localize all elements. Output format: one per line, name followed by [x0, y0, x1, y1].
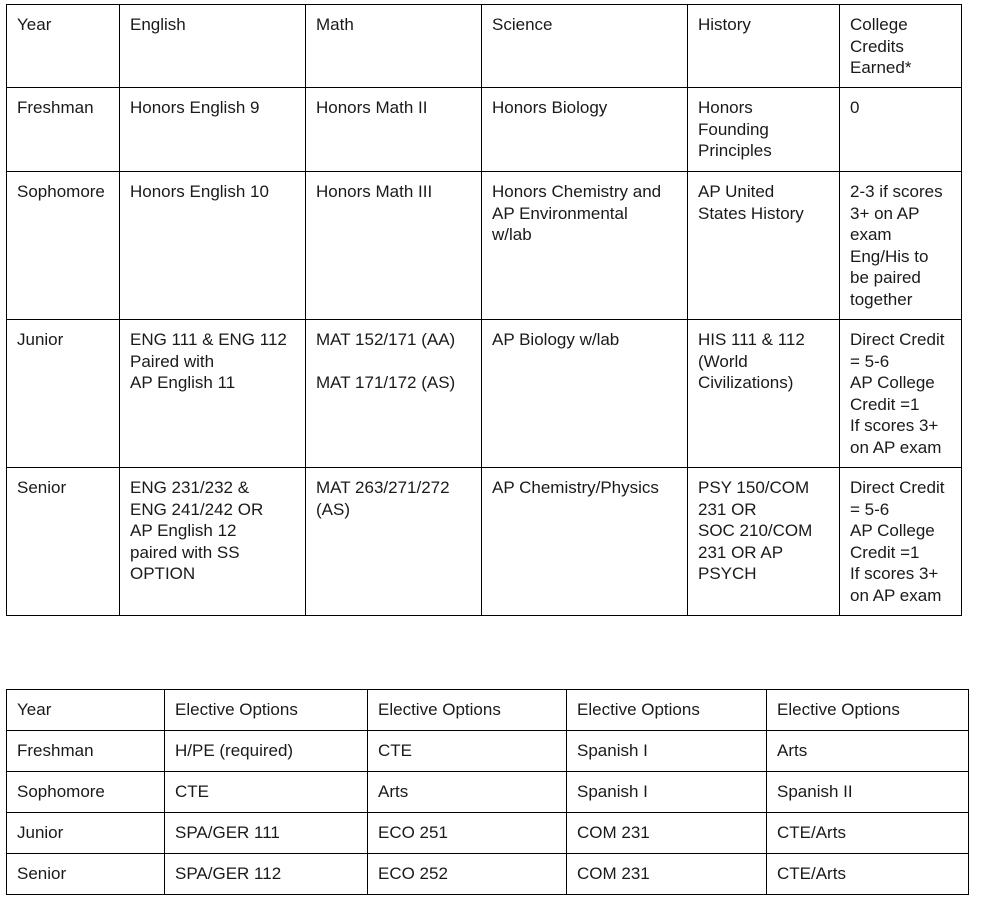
table-row [7, 854, 969, 895]
header-cell: College Credits Earned* [840, 5, 962, 88]
courses-table [6, 4, 962, 616]
header-row [7, 690, 969, 731]
table-cell: 0 [840, 88, 962, 172]
table-cell: Honors Math II [306, 88, 482, 172]
header-cell: Elective Options [165, 690, 368, 731]
table-row [7, 813, 969, 854]
table-cell: Honors English 9 [120, 88, 306, 172]
table-cell: CTE [368, 731, 567, 772]
table-cell: ENG 111 & ENG 112 Paired with AP English 11 [120, 320, 306, 468]
table-cell: Sophomore [7, 772, 165, 813]
table-cell: AP Biology w/lab [482, 320, 688, 468]
table-cell: MAT 263/271/272 (AS) [306, 468, 482, 616]
table-cell: SPA/GER 111 [165, 813, 368, 854]
header-cell: Elective Options [368, 690, 567, 731]
table-cell: Honors Founding Principles [688, 88, 840, 172]
table-cell: Spanish I [567, 731, 767, 772]
table-cell: Honors Chemistry and AP Environmental w/lab [482, 172, 688, 320]
table-cell: Honors Biology [482, 88, 688, 172]
table-row [7, 88, 962, 172]
table-cell: AP United States History [688, 172, 840, 320]
header-cell: History [688, 5, 840, 88]
table-cell: SPA/GER 112 [165, 854, 368, 895]
table-cell: H/PE (required) [165, 731, 368, 772]
header-cell: English [120, 5, 306, 88]
table-cell: 2-3 if scores 3+ on AP exam Eng/His to be paired together [840, 172, 962, 320]
table-row [7, 172, 962, 320]
table-cell: Freshman [7, 88, 120, 172]
header-cell: Elective Options [767, 690, 969, 731]
table-cell: ENG 231/232 & ENG 241/242 OR AP English 12 paired with SS OPTION [120, 468, 306, 616]
table-cell: Direct Credit = 5-6 AP College Credit =1 If scores 3+ on AP exam [840, 320, 962, 468]
table-row [7, 320, 962, 468]
table-cell: Arts [368, 772, 567, 813]
table-cell: Arts [767, 731, 969, 772]
table-cell: Junior [7, 813, 165, 854]
header-cell: Science [482, 5, 688, 88]
table-cell: ECO 251 [368, 813, 567, 854]
table-cell: Honors Math III [306, 172, 482, 320]
table-cell: AP Chemistry/Physics [482, 468, 688, 616]
table-cell: COM 231 [567, 854, 767, 895]
table-row [7, 468, 962, 616]
table-cell: Junior [7, 320, 120, 468]
header-row [7, 5, 962, 88]
table-cell: Senior [7, 468, 120, 616]
table-cell: MAT 152/171 (AA) MAT 171/172 (AS) [306, 320, 482, 468]
table-row [7, 731, 969, 772]
table-cell: Sophomore [7, 172, 120, 320]
table-cell: Freshman [7, 731, 165, 772]
table-cell: Honors English 10 [120, 172, 306, 320]
table-cell: CTE/Arts [767, 854, 969, 895]
table-cell: Direct Credit = 5-6 AP College Credit =1 If scores 3+ on AP exam [840, 468, 962, 616]
header-cell: Year [7, 5, 120, 88]
table-cell: CTE/Arts [767, 813, 969, 854]
table-cell: Spanish II [767, 772, 969, 813]
header-cell: Elective Options [567, 690, 767, 731]
header-cell: Year [7, 690, 165, 731]
table-cell: PSY 150/COM 231 OR SOC 210/COM 231 OR AP PSYCH [688, 468, 840, 616]
table-cell: HIS 111 & 112 (World Civilizations) [688, 320, 840, 468]
header-cell: Math [306, 5, 482, 88]
table-cell: COM 231 [567, 813, 767, 854]
table-cell: Senior [7, 854, 165, 895]
electives-table [6, 689, 969, 895]
table-cell: CTE [165, 772, 368, 813]
table-cell: Spanish I [567, 772, 767, 813]
table-row [7, 772, 969, 813]
table-cell: ECO 252 [368, 854, 567, 895]
